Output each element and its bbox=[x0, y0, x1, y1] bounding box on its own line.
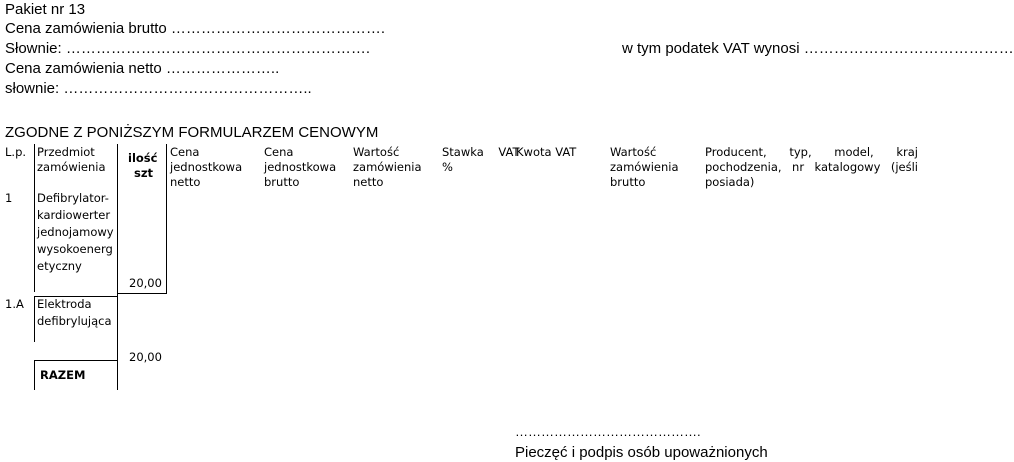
col-producer bbox=[705, 145, 918, 190]
words-line-1: Słownie: ……………………………………………………. bbox=[5, 40, 371, 57]
col-lp: L.p. bbox=[5, 145, 27, 159]
col-producer-line: pochodzenia, nr katalogowy (jeśli bbox=[705, 160, 918, 174]
row-item-name: Defibrylator- bbox=[37, 191, 109, 205]
col-unit-gross: Cena bbox=[264, 145, 294, 159]
gross-price-line: Cena zamówienia brutto ……………………………………. bbox=[5, 20, 386, 37]
col-value-gross: brutto bbox=[610, 175, 646, 189]
row-qty: 20,00 bbox=[129, 276, 162, 290]
grid-line bbox=[166, 144, 167, 294]
col-unit-net: netto bbox=[170, 175, 201, 189]
col-value-gross: Wartość bbox=[610, 145, 657, 159]
col-unit-net: jednostkowa bbox=[170, 160, 243, 174]
row-item-name: wysokoenerg bbox=[37, 242, 113, 256]
total-label: RAZEM bbox=[40, 368, 86, 382]
col-value-net: Wartość bbox=[353, 145, 400, 159]
grid-line bbox=[34, 144, 35, 292]
col-unit-net: Cena bbox=[170, 145, 200, 159]
words-line-2: słownie: ………………………………………….. bbox=[5, 80, 312, 97]
grid-line bbox=[34, 296, 35, 342]
row-lp: 1.A bbox=[5, 297, 24, 311]
col-producer-line: Producent, typ, model, kraj bbox=[705, 145, 918, 159]
grid-line bbox=[117, 144, 118, 390]
signature-line: ……………………………………. bbox=[515, 424, 701, 439]
package-number: Pakiet nr 13 bbox=[5, 1, 86, 18]
grid-line bbox=[34, 360, 118, 361]
row-item-name: Elektroda bbox=[37, 297, 92, 311]
col-item: zamówienia bbox=[37, 160, 106, 174]
col-producer-line: posiada) bbox=[705, 175, 755, 189]
row-item-name: jednojamowy bbox=[37, 225, 114, 239]
signature-label: Pieczęć i podpis osób upoważnionych bbox=[515, 444, 768, 461]
row-item-name: kardiowerter bbox=[37, 208, 111, 222]
col-vat-rate: % bbox=[442, 160, 453, 174]
row-lp: 1 bbox=[5, 191, 13, 205]
vat-amount-line: w tym podatek VAT wynosi …………………………………… bbox=[622, 40, 1014, 57]
col-qty: ilość bbox=[128, 151, 158, 165]
col-unit-gross: jednostkowa bbox=[264, 160, 337, 174]
col-value-gross: zamówienia bbox=[610, 160, 679, 174]
col-vat-rate: Stawka VAT bbox=[442, 145, 520, 159]
row-qty: 20,00 bbox=[129, 350, 162, 364]
col-value-net: netto bbox=[353, 175, 384, 189]
col-unit-gross: brutto bbox=[264, 175, 300, 189]
net-price-line: Cena zamówienia netto ………………….. bbox=[5, 60, 280, 77]
row-item-name: defibrylująca bbox=[37, 314, 112, 328]
col-qty: szt bbox=[134, 166, 154, 180]
grid-line bbox=[117, 293, 167, 294]
row-item-name: etyczny bbox=[37, 259, 82, 273]
col-item: Przedmiot bbox=[37, 145, 95, 159]
form-title: ZGODNE Z PONIŻSZYM FORMULARZEM CENOWYM bbox=[5, 124, 379, 141]
col-value-net: zamówienia bbox=[353, 160, 422, 174]
col-vat-amount: Kwota VAT bbox=[516, 145, 577, 159]
grid-line bbox=[34, 360, 35, 390]
